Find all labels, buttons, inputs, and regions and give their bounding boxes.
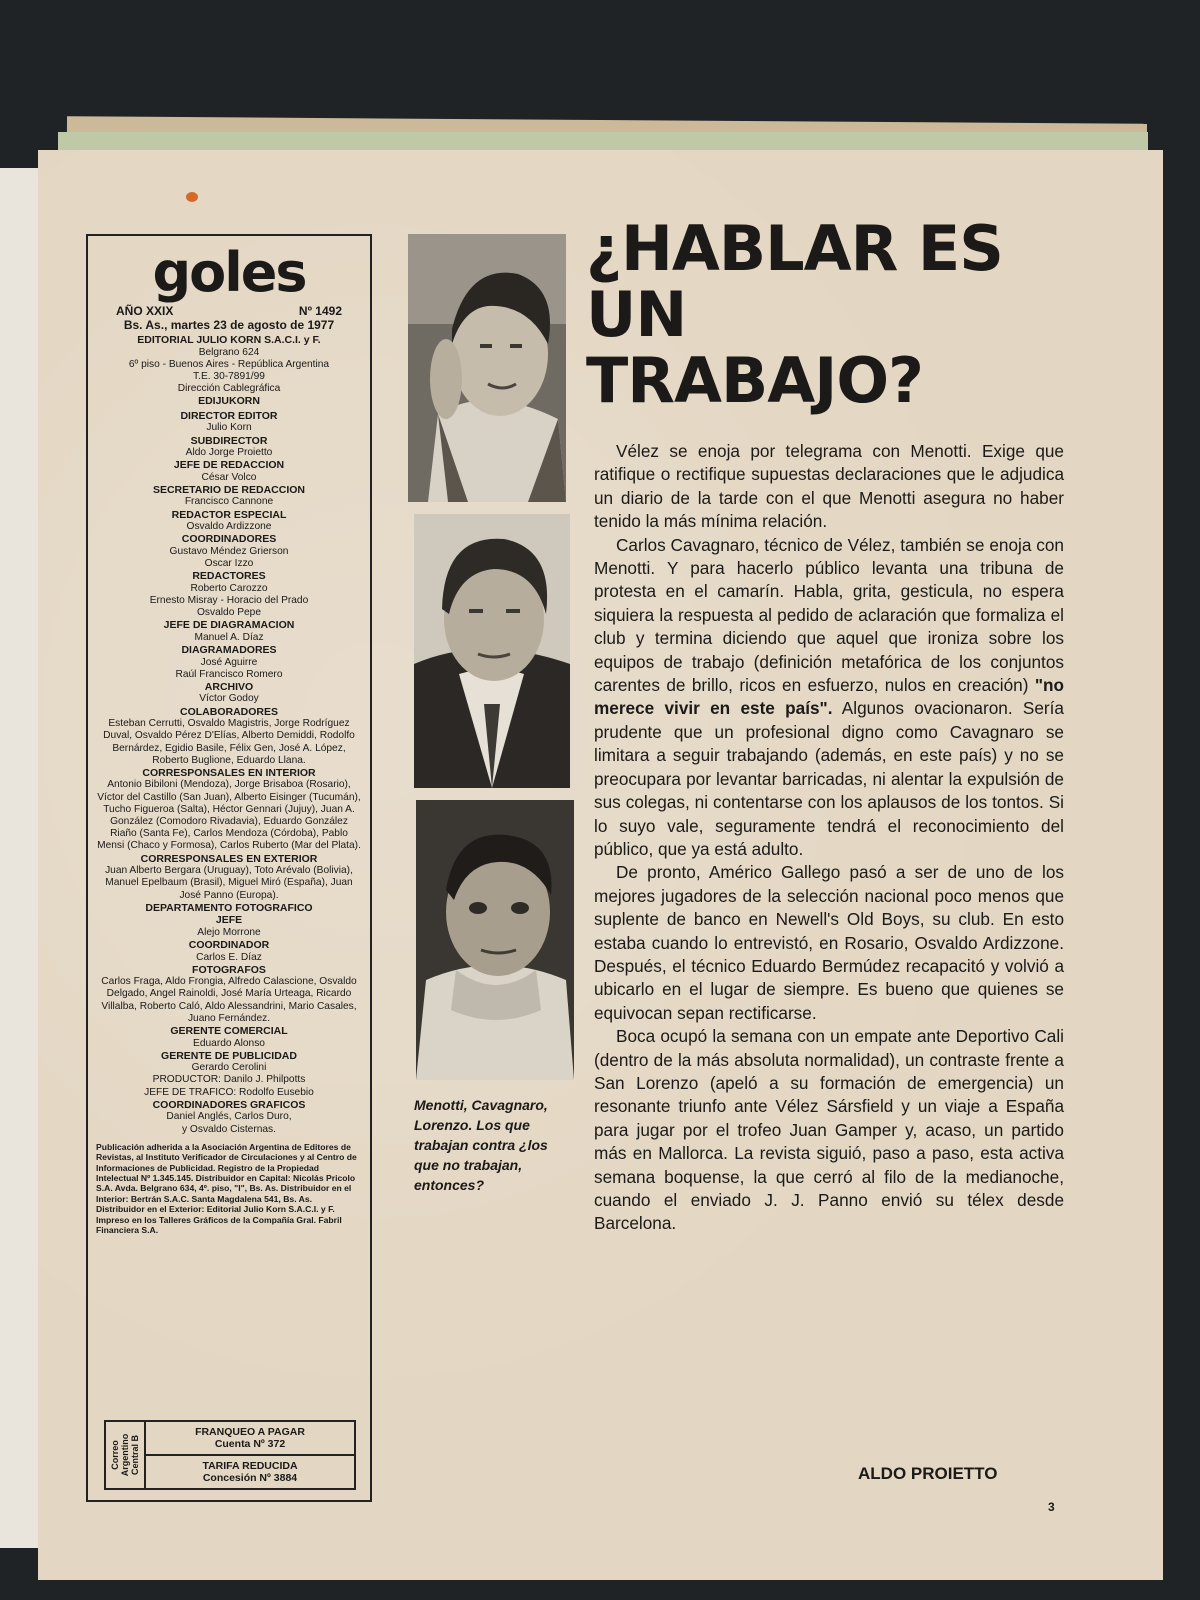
publisher-address-2: 6º piso - Buenos Aires - República Argentina <box>128 358 330 370</box>
staff-role: GERENTE DE PUBLICIDAD <box>161 1049 297 1062</box>
staff-names: Francisco Cannone <box>184 496 274 508</box>
author-signature: ALDO PROIETTO <box>858 1464 998 1483</box>
staff-list <box>96 410 362 1075</box>
photo-cavagnaro <box>414 514 570 788</box>
photo-caption: Menotti, Cavagnaro, Lorenzo. Los que trabajan contra ¿los que no trabajan, entonces? <box>414 1097 548 1193</box>
postal-tarifa-cell <box>146 1454 354 1488</box>
portrait-lorenzo-image <box>416 800 574 1080</box>
paragraph-2-end: Algunos ovacionaron. Sería prudente que un profesional digno como Cavagnaro se limitara a seguir trabajando (además, en este país) y no se preocupara por levantar barricadas, ni alentar la expulsión de sus colegas, ni contentarse con los aplausos de los tontos. Si lo suyo vale, seguramente tendrá el reconocimiento del público, que ya está adulto. <box>594 698 1064 859</box>
staff-names: Alejo Morrone <box>197 926 261 938</box>
publisher-address-1: Belgrano 624 <box>198 346 260 358</box>
staff-role: DIAGRAMADORES <box>181 644 277 657</box>
staff-names: Manuel A. Díaz <box>194 631 264 643</box>
staff-names: Julio Korn <box>206 422 252 434</box>
photo-menotti <box>408 234 566 502</box>
staff-role: ARCHIVO <box>204 680 254 693</box>
article-headline: ¿HABLAR ES UN TRABAJO? <box>586 212 1003 417</box>
cable-label: Dirección Cablegráfica <box>177 383 281 395</box>
staff-names: José Aguirre Raúl Francisco Romero <box>175 656 283 680</box>
portrait-cavagnaro-image <box>414 514 570 788</box>
staff-role: REDACTOR ESPECIAL <box>171 508 287 521</box>
paragraph-3: De pronto, Américo Gallego pasó a ser de uno de los mejores jugadores de la selección nacional poco menos que suplente de banco en Newell's Old Boys, su club. En esto estaba cuando lo entrevistó, en Rosario, Osvaldo Ardizzone. Después, el técnico Eduardo Bermúdez recapacitó y volvió a ubicarlo en el lugar de siempre. Es bueno que quienes se equivocan sepan rectificarse. <box>594 862 1064 1023</box>
postal-vertical-cell <box>106 1422 146 1488</box>
postal-box <box>104 1420 356 1490</box>
tarifa-label: TARIFA REDUCIDA <box>202 1460 298 1472</box>
cable-address: EDIJUKORN <box>198 395 260 408</box>
staff-names: Esteban Cerrutti, Osvaldo Magistris, Jorge Rodríguez Duval, Osvaldo Pérez D'Elías, Alberto Demiddi, Rodolfo Bernárdez, Egidio Basile, Félix Gen, José A. López, Roberto Buglione, Eduardo Llana. <box>103 718 355 766</box>
graphic-coordinators-role: COORDINADORES GRAFICOS <box>152 1098 306 1111</box>
staff-names: César Volco <box>201 471 257 483</box>
photo-lorenzo <box>416 800 574 1080</box>
paragraph-4: Boca ocupó la semana con un empate ante Deportivo Cali (dentro de la más absoluta normalidad), un contraste frente a San Lorenzo (apeló a su formación de emergencia) un resonante triunfo ante Vélez Sársfield y un viaje a España para jugar por el trofeo Juan Gamper y, acaso, un partido más en Mallorca. La revista siguió, paso a paso, esta activa semana boquense, la que cerró al filo de la medianoche, cuando el enviado J. J. Panno envió su télex desde Barcelona. <box>594 1026 1064 1234</box>
publisher-phone: T.E. 30-7891/99 <box>193 370 265 382</box>
concesion-label: Concesión Nº 3884 <box>202 1472 298 1484</box>
staff-role: DEPARTAMENTO FOTOGRAFICO JEFE <box>145 901 313 927</box>
magazine-logo: goles <box>152 241 306 304</box>
staff-role: SUBDIRECTOR <box>190 434 268 447</box>
traffic-chief: JEFE DE TRAFICO: Rodolfo Eusebio <box>144 1086 314 1098</box>
staff-role: CORRESPONSALES EN EXTERIOR <box>140 852 318 865</box>
staff-names: Juan Alberto Bergara (Uruguay), Toto Arévalo (Bolivia), Manuel Epelbaum (Brasil), Miguel Miró (España), Juan José Panno (Europa). <box>105 865 353 901</box>
staff-names: Carlos E. Díaz <box>196 951 262 963</box>
staff-role: SECRETARIO DE REDACCION <box>152 483 306 496</box>
paragraph-1: Vélez se enoja por telegrama con Menotti. Exige que ratifique o rectifique supuestas declaraciones que le adjudica un diario de la tarde con el que Menotti asegura no haber tenido la más mínima relación. <box>594 441 1064 532</box>
staff-names: Aldo Jorge Proietto <box>185 447 273 459</box>
graphic-coordinators-names: Daniel Anglés, Carlos Duro, y Osvaldo Cisternas. <box>166 1111 292 1135</box>
issue-year: AÑO XXIX <box>116 304 174 318</box>
legal-notice: Publicación adherida a la Asociación Argentina de Editores de Revistas, al Instituto Verificador de Circulaciones y al Centro de Informaciones de Publicidad. Registro de la Propiedad Intelectual Nº 1.345.145. Distribuidor en Capital: Nicolás Pricolo S.A. Avda. Belgrano 634, 4º. piso, "I", Bs. As. Distribuidor en el Interior: Bertrán S.A.C. Santa Magdalena 541, Bs. As. Distribuidor en el Exterior: Editorial Julio Korn S.A.C.I. y F. Impreso en los Talleres Gráficos de la Compañía Gral. Fabril Financiera S.A. <box>96 1141 357 1235</box>
paragraph-2-quote: "no merece vivir en este país". <box>594 675 1064 719</box>
staff-names: Gerardo Cerolini <box>191 1062 267 1074</box>
publisher: EDITORIAL JULIO KORN S.A.C.I. y F. <box>137 334 321 346</box>
staff-role: FOTOGRAFOS <box>192 963 266 976</box>
staff-role: REDACTORES <box>192 570 266 583</box>
staff-names: Gustavo Méndez Grierson Oscar Izzo <box>169 545 289 570</box>
staff-role: COORDINADORES <box>181 533 277 546</box>
postal-vertical-text: Correo Argentino Central B <box>110 1433 140 1477</box>
masthead-box <box>86 234 372 1502</box>
article-body <box>594 440 1064 1236</box>
paragraph-2 <box>594 534 1064 862</box>
staff-names: Eduardo Alonso <box>193 1037 265 1049</box>
magazine-page <box>38 150 1163 1580</box>
issue-number: Nº 1492 <box>298 304 342 318</box>
staff-names: Carlos Fraga, Aldo Frongia, Alfredo Calascione, Osvaldo Delgado, Angel Rainoldi, José María Urteaga, Ricardo Villalba, Roberto Caló, Aldo Alessandrini, Mario Casales, Juano Fernández. <box>101 976 357 1024</box>
cuenta-label: Cuenta Nº 372 <box>214 1438 286 1450</box>
staff-role: JEFE DE DIAGRAMACION <box>163 619 295 632</box>
paragraph-2-start: Carlos Cavagnaro, técnico de Vélez, también se enoja con Menotti. Y para hacerlo público levanta una tribuna de protesta en el camarín. Habla, grita, gesticula, no espera siquiera la respuesta al pedido de aclaración que formaliza el club y termina diciendo que aquel que ironiza sobre los equipos de trabajo (definición metafórica de los conjuntos carentes de brillo, ricos en esfuerzo, nulos en creación) <box>594 534 1064 696</box>
staff-role: GERENTE COMERCIAL <box>170 1025 288 1038</box>
producer: PRODUCTOR: Danilo J. Philpotts <box>152 1074 306 1086</box>
staff-names: Víctor Godoy <box>199 693 259 705</box>
staff-role: COLABORADORES <box>179 705 278 718</box>
postal-franqueo-cell <box>146 1422 354 1454</box>
staff-names: Osvaldo Ardizzone <box>186 521 272 533</box>
issue-line <box>96 304 362 318</box>
page-number: 3 <box>1048 1500 1055 1514</box>
franqueo-label: FRANQUEO A PAGAR <box>195 1426 305 1438</box>
paper-stain <box>186 192 198 202</box>
issue-date: Bs. As., martes 23 de agosto de 1977 <box>123 318 335 332</box>
staff-names: Roberto Carozzo Ernesto Misray - Horacio del Prado Osvaldo Pepe <box>149 582 309 619</box>
staff-role: CORRESPONSALES EN INTERIOR <box>142 766 316 779</box>
portrait-menotti-image <box>408 234 566 502</box>
staff-names: Antonio Bibiloni (Mendoza), Jorge Brisaboa (Rosario), Víctor del Castillo (San Juan), Alberto Eisinger (Tucumán), Tucho Figueroa (Salta), Héctor Gennari (Jujuy), Juan A. González (Comodoro Rivadavia), Eduardo González Riaño (Santa Fe), Carlos Mendoza (Córdoba), Pablo Mensi (Chaco y Formosa), Carlos Ruberto (Mar del Plata). <box>97 779 361 852</box>
staff-role: DIRECTOR EDITOR <box>180 409 278 422</box>
staff-role: COORDINADOR <box>188 939 270 951</box>
staff-role: JEFE DE REDACCION <box>173 459 285 472</box>
